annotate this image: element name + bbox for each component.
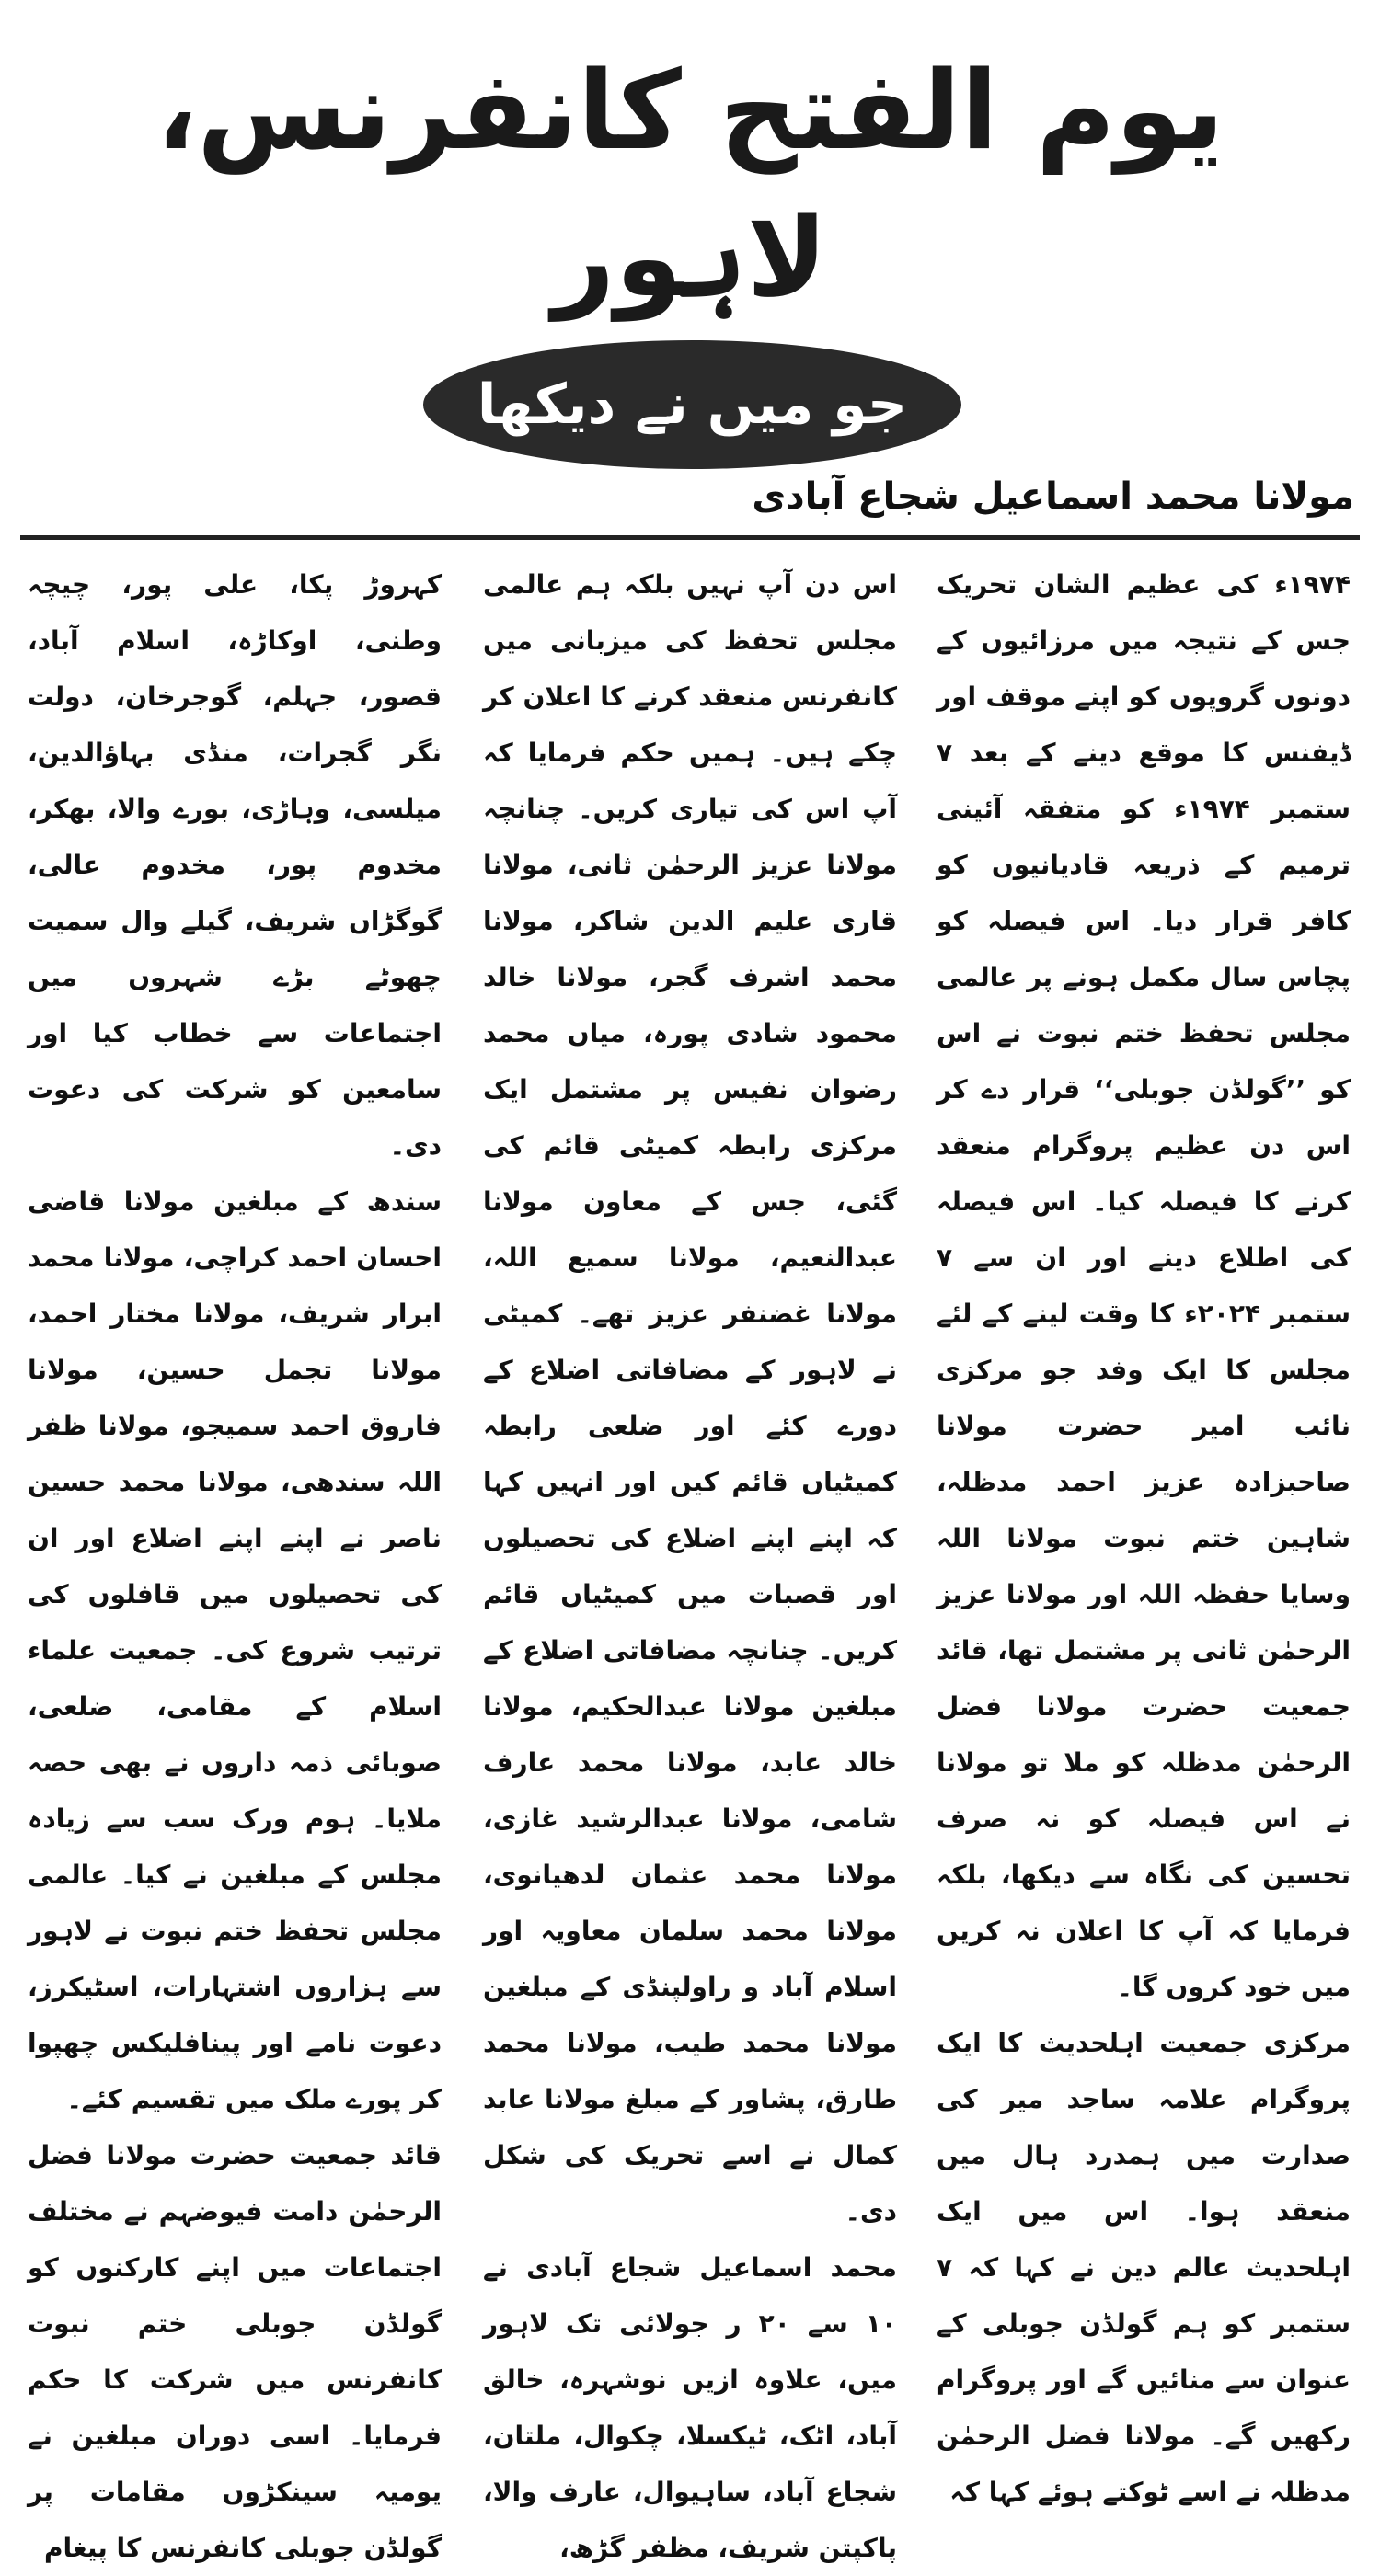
column-right	[937, 556, 1351, 2507]
paragraph: کہروڑ پکا، علی پور، چیچہ وطنی، اوکاڑہ، اسلام آباد، قصور، جہلم، گوجرخان، دولت نگر گجرات، منڈی بہاؤالدین، میلسی، وہاڑی، بورے والا، بھکر، مخدوم پور، مخدوم عالی، گوگڑاں شریف، گیلے وال سمیت چھوٹے بڑے شہروں میں اجتماعات سے خطاب کیا اور سامعین کو شرکت کی دعوت دی۔	[28, 569, 442, 1161]
paragraph: اس دن آپ نہیں بلکہ ہم عالمی مجلس تحفظ کی میزبانی میں کانفرنس منعقد کرنے کا اعلان کر چکے ہیں۔ ہمیں حکم فرمایا کہ آپ اس کی تیاری کریں۔ چنانچہ مولانا عزیز الرحمٰن ثانی، مولانا قاری علیم الدین شاکر، مولانا محمد اشرف گجر، مولانا خالد محمود شادی پورہ، میاں محمد رضوان نفیس پر مشتمل ایک مرکزی رابطہ کمیٹی قائم کی گئی، جس کے معاون مولانا عبدالنعیم، مولانا سمیع اللہ، مولانا غضنفر عزیز تھے۔ کمیٹی نے لاہور کے مضافاتی اضلاع کے دورے کئے اور ضلعی رابطہ کمیٹیاں قائم کیں اور انہیں کہا کہ اپنے اپنے اضلاع کی تحصیلوں اور قصبات میں کمیٹیاں قائم کریں۔ چنانچہ مضافاتی اضلاع کے مبلغین مولانا عبدالحکیم، مولانا خالد عابد، مولانا محمد عارف شامی، مولانا عبدالرشید غازی، مولانا محمد عثمان لدھیانوی، مولانا محمد سلمان معاویہ اور اسلام آباد و راولپنڈی کے مبلغین مولانا محمد طیب، مولانا محمد طارق، پشاور کے مبلغ مولانا عابد کمال نے اسے تحریک کی شکل دی۔	[483, 569, 897, 2227]
paragraph: ۱۹۷۴ء کی عظیم الشان تحریک جس کے نتیجہ میں مرزائیوں کے دونوں گروپوں کو اپنے موقف اور ڈیفنس کا موقع دینے کے بعد ۷ ستمبر ۱۹۷۴ء کو متفقہ آئینی ترمیم کے ذریعہ قادیانیوں کو کافر قرار دیا۔ اس فیصلہ کو پچاس سال مکمل ہونے پر عالمی مجلس تحفظ ختم نبوت نے اس کو ’’گولڈن جوبلی‘‘ قرار دے کر اس دن عظیم پروگرام منعقد کرنے کا فیصلہ کیا۔ اس فیصلہ کی اطلاع دینے اور ان سے ۷ ستمبر ۲۰۲۴ء کا وقت لینے کے لئے مجلس کا ایک وفد جو مرکزی نائب امیر حضرت مولانا صاحبزادہ عزیز احمد مدظلہ، شاہین ختم نبوت مولانا اللہ وسایا حفظہ اللہ اور مولانا عزیز الرحمٰن ثانی پر مشتمل تھا، قائد جمعیت حضرت مولانا فضل الرحمٰن مدظلہ کو ملا تو مولانا نے اس فیصلہ کو نہ صرف تحسین کی نگاہ سے دیکھا، بلکہ فرمایا کہ آپ کا اعلان نہ کریں میں خود کروں گا۔	[937, 569, 1351, 2002]
author-byline: مولانا محمد اسماعیل شجاع آبادی	[752, 475, 1354, 518]
paragraph: مرکزی جمعیت اہلحدیث کا ایک پروگرام علامہ ساجد میر کی صدارت میں ہمدرد ہال میں منعقد ہوا۔ اس میں ایک اہلحدیث عالم دین نے کہا کہ ۷ ستمبر کو ہم گولڈن جوبلی کے عنوان سے منائیں گے اور پروگرام رکھیں گے۔ مولانا فضل الرحمٰن مدظلہ نے اسے ٹوکتے ہوئے کہا کہ	[937, 2028, 1351, 2507]
subheadline-oval	[423, 340, 961, 469]
column-left	[28, 556, 442, 2563]
column-middle	[483, 556, 897, 2563]
subheadline: جو میں نے دیکھا	[477, 372, 908, 437]
divider-rule	[20, 535, 1360, 540]
paragraph: محمد اسماعیل شجاع آبادی نے ۱۰ سے ۲۰ ر جولائی تک لاہور میں، علاوہ ازیں نوشہرہ، خالق آباد، اٹک، ٹیکسلا، چکوال، ملتان، شجاع آباد، ساہیوال، عارف والا، پاکپتن شریف، مظفر گڑھ،	[483, 2252, 897, 2563]
paragraph: سندھ کے مبلغین مولانا قاضی احسان احمد کراچی، مولانا محمد ابرار شریف، مولانا مختار احمد، مولانا تجمل حسین، مولانا فاروق احمد سمیجو، مولانا ظفر اللہ سندھی، مولانا محمد حسین ناصر نے اپنے اپنے اضلاع اور ان کی تحصیلوں میں قافلوں کی ترتیب شروع کی۔ جمعیت علماء اسلام کے مقامی، ضلعی، صوبائی ذمہ داروں نے بھی حصہ ملایا۔ ہوم ورک سب سے زیادہ مجلس کے مبلغین نے کیا۔ عالمی مجلس تحفظ ختم نبوت نے لاہور سے ہزاروں اشتہارات، اسٹیکرز، دعوت نامے اور پینافلیکس چھپوا کر پورے ملک میں تقسیم کئے۔	[28, 1186, 442, 2114]
headline: یوم الفتح کانفرنس، لاہور	[155, 47, 1225, 321]
paragraph: قائد جمعیت حضرت مولانا فضل الرحمٰن دامت فیوضہم نے مختلف اجتماعات میں اپنے کارکنوں کو گولڈن جوبلی ختم نبوت کانفرنس میں شرکت کا حکم فرمایا۔ اسی دوران مبلغین نے یومیہ سینکڑوں مقامات پر گولڈن جوبلی کانفرنس کا پیغام	[28, 2140, 442, 2563]
